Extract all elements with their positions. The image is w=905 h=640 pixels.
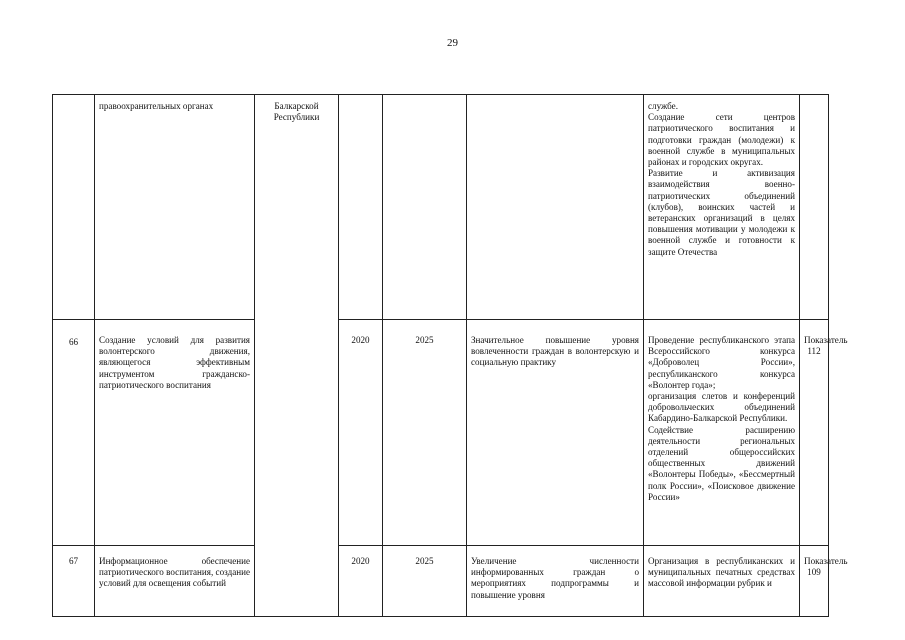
table-row	[53, 95, 829, 320]
page-number: 29	[447, 37, 458, 49]
row-number	[53, 95, 95, 320]
activity-name: Информационное обеспечение патриотического воспитания, создание условий для освещения событий	[95, 546, 255, 617]
main-events	[644, 95, 800, 320]
activity-name: правоохранительных органах	[95, 95, 255, 320]
event-text: организация слетов и конференций добровольческих объединений Кабардино-Балкарской Республики.	[648, 391, 795, 424]
event-text: Проведение республиканского этапа Всероссийского конкурса «Доброволец России», республиканского конкурса «Волонтер года»;	[648, 335, 795, 390]
event-text: Создание сети центров патриотического воспитания и подготовки граждан (молодежи) к военной службе в муниципальных районах и городских округах.	[648, 112, 795, 168]
row-number: 67	[53, 546, 95, 617]
event-text: службе.	[648, 101, 678, 111]
expected-result: Значительное повышение уровня вовлеченности граждан в волонтерскую и социальную практику	[467, 320, 644, 546]
indicator: Показатель 112	[800, 320, 829, 546]
main-events	[644, 320, 800, 546]
executor	[255, 320, 339, 546]
event-text: Развитие и активизация взаимодействия военно-патриотических объединений (клубов), воинских частей и ветеранских организаций в целях повышения мотивации у молодежи к военной службе и готовности к защите Отечества	[648, 168, 795, 257]
activity-name: Создание условий для развития волонтерского движения, являющегося эффективным инструментом гражданско-патриотического воспитания	[95, 320, 255, 546]
expected-result: Увеличение численности информированных граждан о мероприятиях подпрограммы и повышение уровня	[467, 546, 644, 617]
event-text: Организация в республиканских и муниципальных печатных средствах массовой информации рубрик и	[648, 556, 795, 589]
table-row	[53, 320, 829, 546]
program-table	[52, 94, 848, 617]
table-row	[53, 546, 829, 617]
year-end	[383, 95, 467, 320]
executor: Балкарской Республики	[255, 95, 339, 320]
row-number: 66	[53, 320, 95, 546]
year-start	[339, 95, 383, 320]
main-events	[644, 546, 800, 617]
year-end: 2025	[383, 320, 467, 546]
indicator	[800, 95, 829, 320]
expected-result	[467, 95, 644, 320]
year-end: 2025	[383, 546, 467, 617]
event-text: Содействие расширению деятельности региональных отделений общероссийских общественных движений «Волонтеры Победы», «Бессмертный полк России», «Поисковое движение России»	[648, 424, 795, 502]
year-start: 2020	[339, 320, 383, 546]
indicator: Показатель 109	[800, 546, 829, 617]
executor	[255, 546, 339, 617]
year-start: 2020	[339, 546, 383, 617]
